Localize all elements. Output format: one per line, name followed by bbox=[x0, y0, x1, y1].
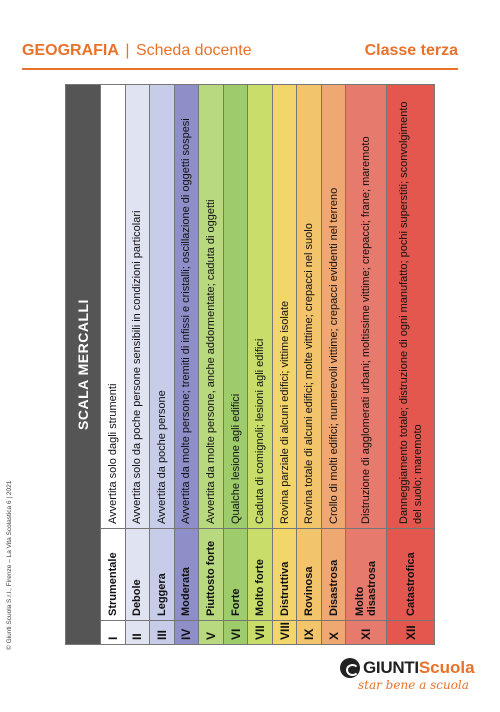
header-separator: | bbox=[125, 42, 130, 59]
degree-name: Disastrosa bbox=[321, 529, 346, 621]
degree-name: Strumentale bbox=[101, 529, 126, 621]
page-header-left bbox=[22, 42, 252, 60]
giunti-scuola-logo bbox=[340, 658, 475, 692]
degree-description: Distruzione di agglomerati urbani; moltissime vittime; crepacci; frane; maremoto bbox=[346, 85, 387, 529]
degree-description: Avvertita da molte persone, anche addormentate; caduta di oggetti bbox=[199, 85, 224, 529]
scale-row bbox=[272, 85, 297, 645]
subject-label: GEOGRAFIA bbox=[22, 42, 119, 59]
degree-description: Crollo di molti edifici; numerevoli vittime; crepacci evidenti nel terreno bbox=[321, 85, 346, 529]
scale-row bbox=[346, 85, 387, 645]
scale-row bbox=[199, 85, 224, 645]
scale-row bbox=[321, 85, 346, 645]
degree-name: Catastrofica bbox=[387, 529, 435, 621]
giunti-logo-icon bbox=[340, 658, 360, 678]
degree-number: IV bbox=[174, 621, 199, 645]
header-divider bbox=[22, 68, 458, 70]
degree-description: Qualche lesione agli edifici bbox=[223, 85, 248, 529]
degree-name: Moderata bbox=[174, 529, 199, 621]
degree-description: Rovina totale di alcuni edifici; molte vittime; crepacci nel suolo bbox=[297, 85, 322, 529]
degree-description: Rovina parziale di alcuni edifici; vittime isolate bbox=[272, 85, 297, 529]
degree-number: VI bbox=[223, 621, 248, 645]
degree-number: III bbox=[150, 621, 175, 645]
degree-description: Avvertita da poche persone bbox=[150, 85, 175, 529]
degree-number: I bbox=[101, 621, 126, 645]
scale-row bbox=[101, 85, 126, 645]
degree-description: Avvertita solo dagli strumenti bbox=[101, 85, 126, 529]
scale-row bbox=[223, 85, 248, 645]
degree-number: IX bbox=[297, 621, 322, 645]
degree-number: V bbox=[199, 621, 224, 645]
degree-name: Molto forte bbox=[248, 529, 273, 621]
degree-description: Caduta di comignoli; lesioni agli edifici bbox=[248, 85, 273, 529]
degree-description: Avvertita da molte persone; tremiti di infissi e cristalli; oscillazione di oggetti sospesi bbox=[174, 85, 199, 529]
scale-row bbox=[150, 85, 175, 645]
mercalli-table bbox=[65, 84, 435, 645]
scale-row bbox=[125, 85, 150, 645]
degree-number: XII bbox=[387, 621, 435, 645]
degree-description: Danneggiamento totale; distruzione di ogni manufatto; pochi superstiti; sconvolgimento del suolo; maremoto bbox=[387, 85, 435, 529]
degree-number: XI bbox=[346, 621, 387, 645]
degree-name: Leggera bbox=[150, 529, 175, 621]
table-title: SCALA MERCALLI bbox=[66, 85, 101, 645]
copyright-note: © Giunti Scuola S.r.l., Firenze – La Vita Scolastica 6 | 2021 bbox=[6, 480, 13, 650]
degree-name: Molto disastrosa bbox=[346, 529, 387, 621]
logo-tagline: star bene a scuola bbox=[358, 678, 469, 692]
logo-brand: GIUNTI bbox=[363, 658, 419, 677]
scale-row bbox=[248, 85, 273, 645]
class-label: Classe terza bbox=[364, 42, 458, 59]
logo-brand-2: Scuola bbox=[418, 658, 475, 677]
degree-number: VIII bbox=[272, 621, 297, 645]
degree-name: Distruttiva bbox=[272, 529, 297, 621]
degree-name: Forte bbox=[223, 529, 248, 621]
degree-name: Debole bbox=[125, 529, 150, 621]
sheet-type-label: Scheda docente bbox=[135, 42, 252, 59]
degree-description: Avvertita solo da poche persone sensibili in condizioni particolari bbox=[125, 85, 150, 529]
scale-row bbox=[297, 85, 322, 645]
degree-number: VII bbox=[248, 621, 273, 645]
degree-number: II bbox=[125, 621, 150, 645]
degree-name: Rovinosa bbox=[297, 529, 322, 621]
mercalli-table-container bbox=[65, 85, 435, 645]
degree-number: X bbox=[321, 621, 346, 645]
scale-row bbox=[387, 85, 435, 645]
scale-row bbox=[174, 85, 199, 645]
degree-name: Piuttosto forte bbox=[199, 529, 224, 621]
